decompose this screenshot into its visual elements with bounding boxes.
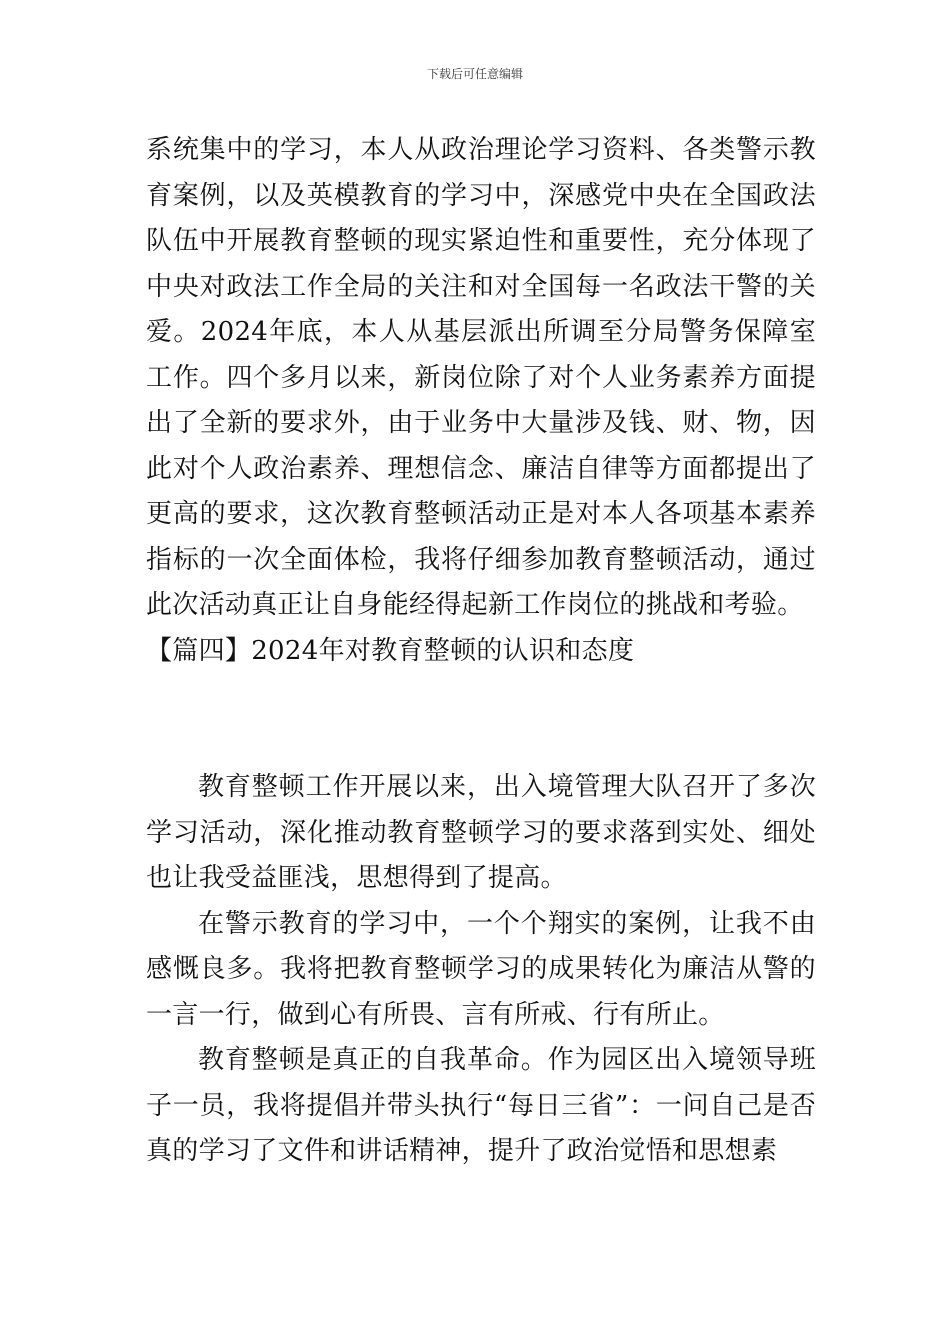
- blank-space: [146, 674, 816, 765]
- paragraph-2: 在警示教育的学习中，一个个翔实的案例，让我不由感慨良多。我将把教育整顿学习的成果转化为廉洁从警的一言一行，做到心有所畏、言有所戒、行有所止。: [146, 908, 816, 1030]
- paragraph-3: 教育整顿是真正的自我革命。作为园区出入境领导班子一员，我将提倡并带头执行“每日三省”：一问自己是否真的学习了文件和讲话精神，提升了政治觉悟和思想素: [146, 1045, 816, 1166]
- paragraph-continued: 系统集中的学习，本人从政治理论学习资料、各类警示教育案例，以及英模教育的学习中，深感党中央在全国政法队伍中开展教育整顿的现实紧迫性和重要性，充分体现了中央对政法工作全局的关注和对全国每一名政法干警的关爱。2024年底，本人从基层派出所调至分局警务保障室工作。四个多月以来，新岗位除了对个人业务素养方面提出了全新的要求外，由于业务中大量涉及钱、财、物，因此对个人政治素养、理想信念、廉洁自律等方面都提出了更高的要求，这次教育整顿活动正是对本人各项基本素养指标的一次全面体检，我将仔细参加教育整顿活动，通过此次活动真正让自身能经得起新工作岗位的挑战和考验。: [146, 135, 816, 620]
- document-body: [146, 128, 816, 1175]
- section-heading: 【篇四】2024年对教育整顿的认识和态度: [146, 635, 635, 666]
- page-header-note: 下载后可任意编辑: [426, 67, 523, 81]
- paragraph-1: 教育整顿工作开展以来，出入境管理大队召开了多次学习活动，深化推动教育整顿学习的要求落到实处、细处也让我受益匪浅，思想得到了提高。: [146, 772, 816, 893]
